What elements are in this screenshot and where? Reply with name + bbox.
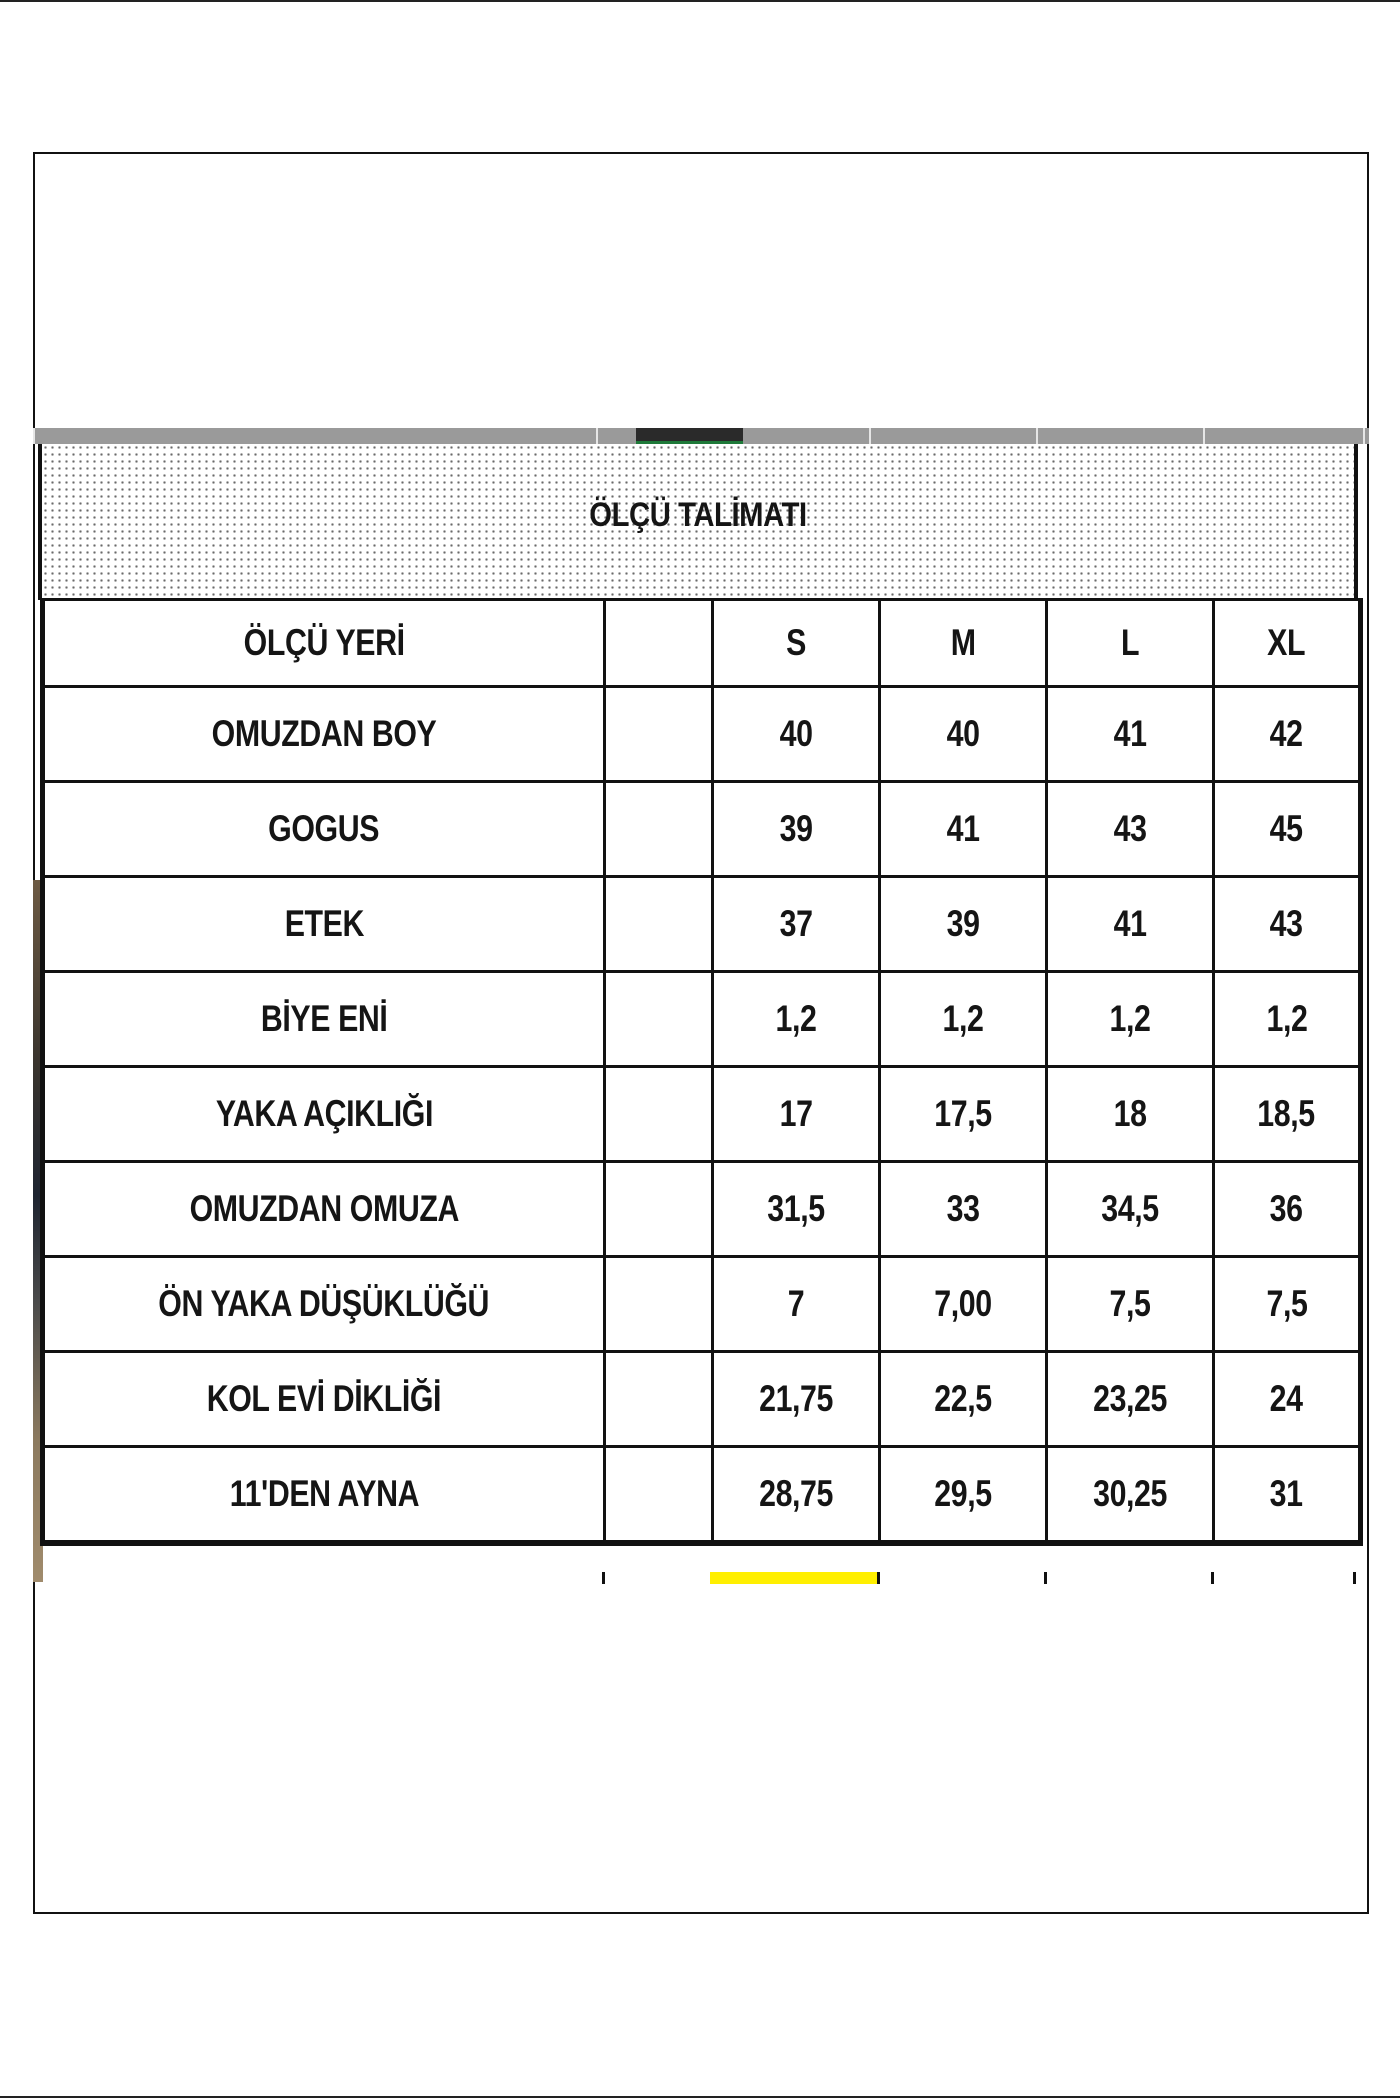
measurement-value: 41 (946, 808, 980, 849)
measurement-value: 31,5 (767, 1188, 825, 1229)
measurement-value: 31 (1270, 1473, 1303, 1514)
measurement-value: 43 (1113, 808, 1147, 849)
value-cell-s (713, 1352, 880, 1447)
value-cell-m (880, 1447, 1047, 1544)
value-cell-m (880, 877, 1047, 972)
table-row (43, 782, 1361, 877)
blank-cell (605, 1257, 713, 1352)
table-row (43, 1067, 1361, 1162)
measure-label-cell (43, 877, 605, 972)
value-cell-m (880, 1352, 1047, 1447)
blank-cell (605, 1352, 713, 1447)
measurement-value: 24 (1270, 1378, 1303, 1419)
measurement-value: 41 (1113, 903, 1147, 944)
value-cell-xl (1214, 1162, 1361, 1257)
blank-cell (605, 782, 713, 877)
value-cell-xl (1214, 972, 1361, 1067)
measurement-value: 7,5 (1266, 1283, 1307, 1324)
measure-label: 11'DEN AYNA (229, 1473, 419, 1514)
measure-label-cell (43, 972, 605, 1067)
measurement-value: 40 (946, 713, 980, 754)
measurement-value: 36 (1270, 1188, 1303, 1229)
value-cell-xl (1214, 1257, 1361, 1352)
header-blank-cell (605, 600, 713, 687)
measurement-value: 23,25 (1093, 1378, 1167, 1419)
measurement-value: 33 (946, 1188, 980, 1229)
measure-label: BİYE ENİ (260, 998, 388, 1039)
measurement-value: 39 (946, 903, 980, 944)
measure-label: GOGUS (268, 808, 380, 849)
header-measure-cell (43, 600, 605, 687)
value-cell-l (1047, 877, 1214, 972)
measure-label: KOL EVİ DİKLİĞİ (206, 1378, 442, 1419)
measurement-value: 7 (787, 1283, 805, 1324)
value-cell-m (880, 687, 1047, 782)
measure-label: YAKA AÇIKLIĞI (215, 1093, 433, 1134)
value-cell-m (880, 1067, 1047, 1162)
measure-label: ETEK (284, 903, 364, 944)
measurement-value: 45 (1270, 808, 1303, 849)
measurement-value: 17,5 (934, 1093, 992, 1134)
value-cell-xl (1214, 1447, 1361, 1544)
value-cell-l (1047, 1067, 1214, 1162)
measurement-value: 42 (1270, 713, 1303, 754)
measure-label: OMUZDAN OMUZA (189, 1188, 459, 1229)
value-cell-m (880, 1162, 1047, 1257)
measurement-value: 1,2 (1266, 998, 1307, 1039)
value-cell-xl (1214, 687, 1361, 782)
measure-label-cell (43, 687, 605, 782)
blank-cell (605, 972, 713, 1067)
header-size-xl: XL (1214, 600, 1361, 687)
measurement-value: 7,5 (1109, 1283, 1151, 1324)
value-cell-s (713, 1067, 880, 1162)
blank-cell (605, 877, 713, 972)
value-cell-l (1047, 972, 1214, 1067)
measure-label-cell (43, 1352, 605, 1447)
value-cell-l (1047, 687, 1214, 782)
value-cell-s (713, 782, 880, 877)
value-cell-s (713, 1162, 880, 1257)
value-cell-l (1047, 1447, 1214, 1544)
measurement-value: 28,75 (759, 1473, 833, 1514)
measurement-value: 29,5 (934, 1473, 992, 1514)
value-cell-xl (1214, 1352, 1361, 1447)
value-cell-m (880, 1257, 1047, 1352)
value-cell-xl (1214, 1067, 1361, 1162)
measurement-value: 41 (1113, 713, 1147, 754)
measure-label-cell (43, 1447, 605, 1544)
blank-cell (605, 1447, 713, 1544)
measurement-value: 18,5 (1257, 1093, 1316, 1134)
table-row (43, 1162, 1361, 1257)
measure-label: ÖN YAKA DÜŞÜKLÜĞÜ (158, 1283, 490, 1324)
measurement-value: 1,2 (1109, 998, 1151, 1039)
measurement-value: 7,00 (934, 1283, 992, 1324)
blank-cell (605, 1067, 713, 1162)
value-cell-l (1047, 1352, 1214, 1447)
measure-label-cell (43, 1162, 605, 1257)
document-title: ÖLÇÜ TALİMATI (589, 496, 807, 534)
measurement-value: 21,75 (759, 1378, 833, 1419)
header-row (43, 600, 1361, 687)
value-cell-l (1047, 1162, 1214, 1257)
table-row (43, 687, 1361, 782)
highlight-marker (710, 1572, 878, 1584)
table-row (43, 1447, 1361, 1544)
value-cell-xl (1214, 877, 1361, 972)
measurement-value: 40 (779, 713, 813, 754)
blank-cell (605, 687, 713, 782)
value-cell-s (713, 687, 880, 782)
column-header-bar (33, 428, 1369, 444)
measurement-value: 43 (1270, 903, 1303, 944)
measurement-value: 22,5 (934, 1378, 992, 1419)
measure-label: OMUZDAN BOY (211, 713, 437, 754)
value-cell-xl (1214, 782, 1361, 877)
header-size-s: S (713, 600, 880, 687)
selected-column-marker (636, 428, 743, 444)
measurement-value: 1,2 (942, 998, 984, 1039)
top-rule (0, 0, 1400, 2)
measure-label-cell (43, 1067, 605, 1162)
measurement-value: 34,5 (1101, 1188, 1159, 1229)
blank-cell (605, 1162, 713, 1257)
header-measure-label: ÖLÇÜ YERİ (243, 622, 405, 663)
measurement-value: 39 (779, 808, 813, 849)
value-cell-l (1047, 782, 1214, 877)
measurement-value: 37 (779, 903, 813, 944)
measurement-value: 30,25 (1093, 1473, 1167, 1514)
value-cell-m (880, 782, 1047, 877)
value-cell-s (713, 877, 880, 972)
bottom-rule (0, 2096, 1400, 2098)
value-cell-l (1047, 1257, 1214, 1352)
value-cell-s (713, 1447, 880, 1544)
value-cell-s (713, 972, 880, 1067)
header-size-m: M (880, 600, 1047, 687)
value-cell-m (880, 972, 1047, 1067)
measure-label-cell (43, 782, 605, 877)
title-band (38, 444, 1358, 600)
measure-label-cell (43, 1257, 605, 1352)
table-bottom-stubs (40, 1572, 1358, 1584)
size-table (40, 598, 1363, 1546)
table-row (43, 1257, 1361, 1352)
header-size-l: L (1047, 600, 1214, 687)
table-row (43, 1352, 1361, 1447)
table-row (43, 877, 1361, 972)
value-cell-s (713, 1257, 880, 1352)
measurement-value: 18 (1113, 1093, 1147, 1134)
measurement-value: 17 (779, 1093, 813, 1134)
measurement-value: 1,2 (775, 998, 817, 1039)
table-row (43, 972, 1361, 1067)
